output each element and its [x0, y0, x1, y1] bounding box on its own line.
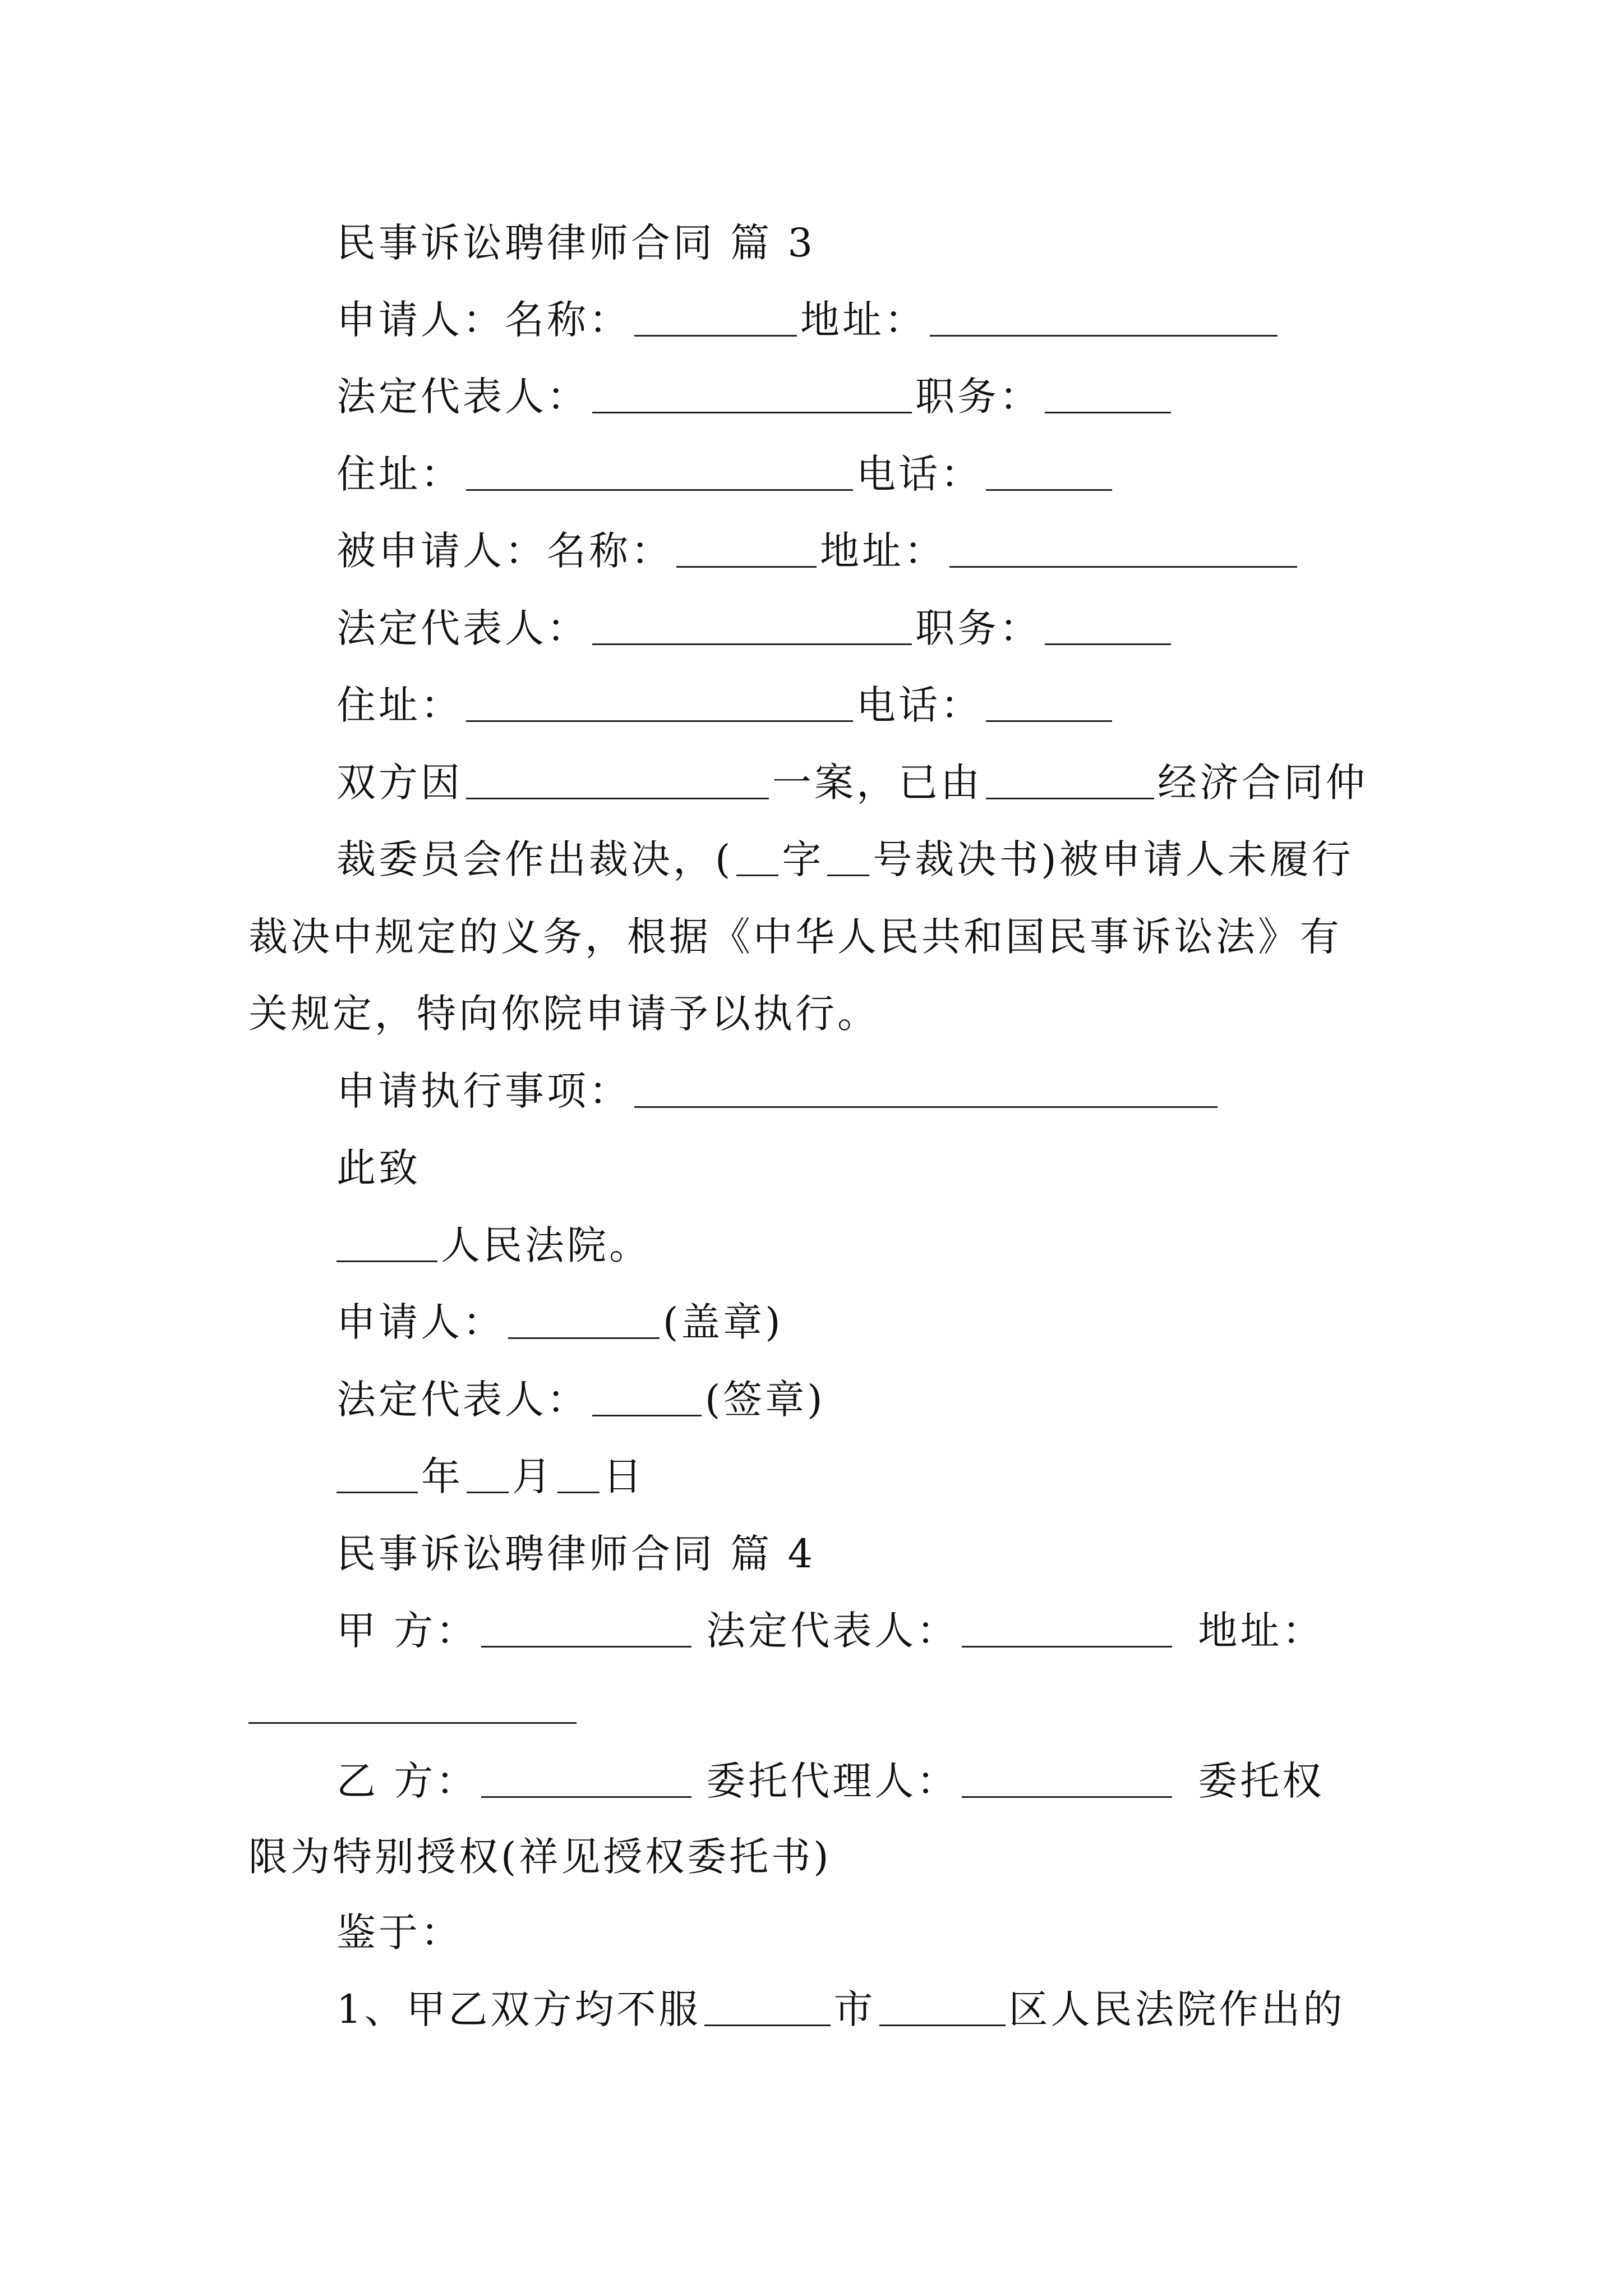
- respondent-legal-rep-line: [336, 603, 1174, 654]
- party-b-line: [336, 1756, 1324, 1806]
- court-line: [336, 1220, 651, 1271]
- signature-applicant-label: 申请人：: [336, 1299, 505, 1345]
- item-text: 市: [833, 1986, 876, 2032]
- party-a-address-blank: [248, 1722, 577, 1724]
- seal-note: (盖章): [663, 1299, 783, 1345]
- respondent-name-label: 被申请人：名称：: [336, 528, 673, 574]
- item-text: 1、甲乙双方均不服: [336, 1986, 701, 2032]
- applicant-name-label: 申请人：名称：: [336, 297, 631, 343]
- case-paragraph-line-3: [248, 912, 1342, 962]
- case-blank: [466, 764, 769, 799]
- para-text: 经济合同仲: [1158, 760, 1368, 806]
- item-text: 区人民法院作出的: [1008, 1986, 1345, 2032]
- para-text: 字: [782, 836, 824, 882]
- para-text: 裁决中规定的义务，根据《中华人民共和国民事诉讼法》有: [248, 914, 1342, 960]
- party-a-blank: [481, 1612, 691, 1648]
- respondent-name-blank: [676, 532, 817, 568]
- respondent-address-label: 地址：: [820, 528, 946, 574]
- para-text: 号裁决书)被申请人未履行: [873, 836, 1354, 882]
- committee-blank: [986, 764, 1154, 799]
- whereas-line: [336, 1907, 463, 1958]
- case-paragraph-line-4: [248, 988, 879, 1039]
- phone-blank: [986, 687, 1112, 722]
- day-label: 日: [603, 1453, 645, 1499]
- sign-note: (签章): [705, 1377, 826, 1423]
- party-a-line: [336, 1605, 1324, 1656]
- agent-blank: [962, 1763, 1172, 1798]
- residence-blank: [466, 455, 853, 491]
- applicant-residence-line: [336, 449, 1115, 499]
- date-line: [336, 1451, 645, 1502]
- city-blank: [704, 1991, 831, 2026]
- whereas-label: 鉴于：: [336, 1910, 463, 1955]
- case-paragraph-line-2: [336, 834, 1354, 885]
- signature-applicant-blank: [508, 1304, 660, 1339]
- section-3-title: [336, 218, 815, 268]
- signature-rep-line: [336, 1374, 826, 1425]
- month-blank: [467, 1458, 509, 1493]
- section-3-title-text: 民事诉讼聘律师合同 篇 3: [336, 220, 816, 266]
- signature-applicant-line: [336, 1297, 783, 1347]
- legal-rep-blank: [592, 610, 912, 645]
- section-4-title: [336, 1529, 815, 1579]
- party-a-legal-rep-blank: [962, 1612, 1172, 1648]
- month-label: 月: [512, 1453, 554, 1499]
- district-blank: [879, 1991, 1006, 2026]
- signature-rep-label: 法定代表人：: [336, 1377, 589, 1423]
- matters-line: [336, 1066, 1221, 1116]
- legal-rep-blank: [592, 378, 912, 413]
- char-blank: [736, 841, 778, 876]
- section-4-title-text: 民事诉讼聘律师合同 篇 4: [336, 1531, 816, 1577]
- signature-rep-blank: [592, 1381, 702, 1416]
- court-blank: [336, 1227, 437, 1262]
- phone-label: 电话：: [856, 682, 983, 728]
- party-a-label: 甲 方：: [336, 1608, 478, 1654]
- year-blank: [336, 1458, 418, 1493]
- authority-label: 委托权: [1198, 1758, 1325, 1804]
- para-text: 关规定，特向你院申请予以执行。: [248, 991, 879, 1037]
- party-b-label: 乙 方：: [336, 1758, 478, 1804]
- residence-label: 住址：: [336, 451, 463, 497]
- matters-blank: [634, 1073, 1218, 1108]
- party-a-legal-rep-label: 法定代表人：: [706, 1608, 959, 1654]
- phone-blank: [986, 455, 1112, 491]
- position-label: 职务：: [915, 374, 1041, 420]
- number-blank: [827, 841, 869, 876]
- party-a-address-label: 地址：: [1198, 1608, 1325, 1654]
- legal-rep-label: 法定代表人：: [336, 374, 589, 420]
- authority-text: 限为特别授权(祥见授权委托书): [248, 1834, 832, 1880]
- party-b-blank: [481, 1763, 691, 1798]
- applicant-line: [336, 295, 1281, 345]
- legal-rep-label: 法定代表人：: [336, 605, 589, 651]
- residence-label: 住址：: [336, 682, 463, 728]
- agent-label: 委托代理人：: [706, 1758, 959, 1804]
- to-line: [336, 1143, 421, 1193]
- day-blank: [557, 1458, 600, 1493]
- applicant-address-blank: [930, 301, 1278, 337]
- respondent-line: [336, 526, 1301, 576]
- respondent-residence-line: [336, 680, 1115, 730]
- respondent-address-blank: [949, 532, 1297, 568]
- residence-blank: [466, 687, 853, 722]
- authority-cont-line: [248, 1832, 832, 1882]
- applicant-name-blank: [634, 301, 797, 337]
- matters-label: 申请执行事项：: [336, 1068, 631, 1114]
- applicant-address-label: 地址：: [800, 297, 926, 343]
- to-label: 此致: [336, 1145, 421, 1191]
- court-label: 人民法院。: [441, 1222, 651, 1268]
- para-text: 一案，已由: [772, 760, 983, 806]
- applicant-legal-rep-line: [336, 371, 1174, 422]
- position-blank: [1045, 610, 1171, 645]
- para-text: 裁委员会作出裁决，(: [336, 836, 734, 882]
- case-paragraph-line-1: [336, 757, 1368, 808]
- para-text: 双方因: [336, 760, 463, 806]
- item-1-line: [336, 1984, 1345, 2035]
- position-label: 职务：: [915, 605, 1041, 651]
- year-label: 年: [421, 1453, 463, 1499]
- phone-label: 电话：: [856, 451, 983, 497]
- position-blank: [1045, 378, 1171, 413]
